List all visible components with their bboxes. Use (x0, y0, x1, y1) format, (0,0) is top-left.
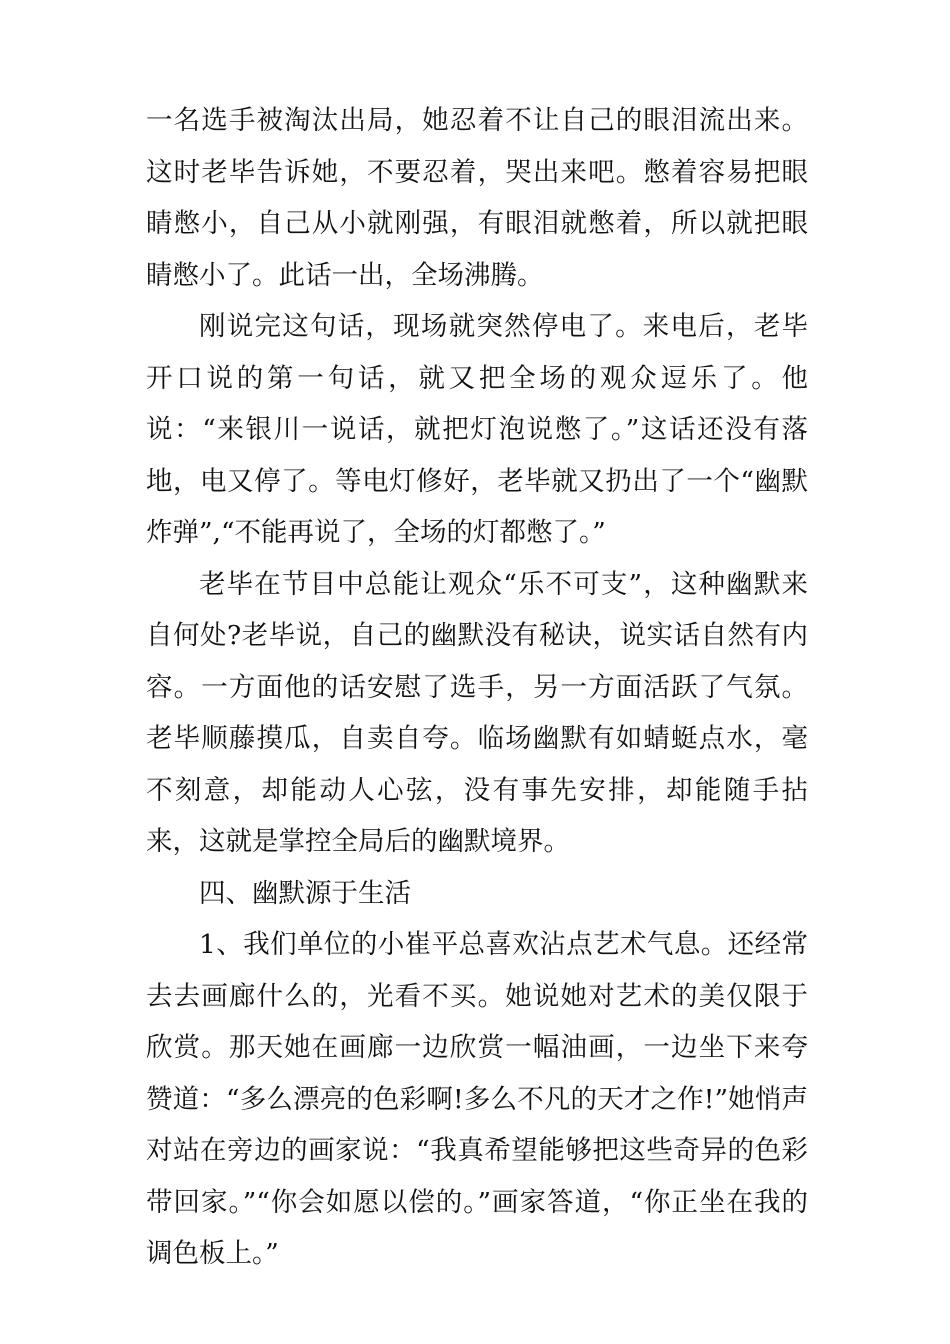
paragraph-1: 一名选手被淘汰出局，她忍着不让自己的眼泪流出来。这时老毕告诉她，不要忍着，哭出来吧。憋着容易把眼睛憋小，自己从小就刚强，有眼泪就憋着，所以就把眼睛憋小了。此话一出，全场沸腾。 (146, 105, 808, 291)
section-heading: 四、幽默源于生活 (199, 877, 411, 909)
paragraph-3: 老毕在节目中总能让观众“乐不可支”，这种幽默来自何处?老毕说，自己的幽默没有秘诀，说实话自然有内容。一方面他的话安慰了选手，另一方面活跃了气氛。老毕顺藤摸瓜，自卖自夸。临场幽默有如蜻蜓点水，毫不刻意，却能动人心弦，没有事先安排，却能随手拈来，这就是掌控全局后的幽默境界。 (146, 568, 808, 857)
document-page (146, 95, 808, 1280)
paragraph-2: 刚说完这句话，现场就突然停电了。来电后，老毕开口说的第一句话，就又把全场的观众逗乐了。他说：“来银川一说话，就把灯泡说憋了。”这话还没有落地，电又停了。等电灯修好，老毕就又扔出了一个“幽默炸弹”,“不能再说了，全场的灯都憋了。” (146, 311, 808, 548)
paragraph-4: 1、我们单位的小崔平总喜欢沾点艺术气息。还经常去去画廊什么的，光看不买。她说她对艺术的美仅限于欣赏。那天她在画廊一边欣赏一幅油画，一边坐下来夸赞道：“多么漂亮的色彩啊!多么不凡的天才之作!”她悄声对站在旁边的画家说：“我真希望能够把这些奇异的色彩带回家。”“你会如愿以偿的。”画家答道，“你正坐在我的调色板上。” (146, 929, 808, 1269)
